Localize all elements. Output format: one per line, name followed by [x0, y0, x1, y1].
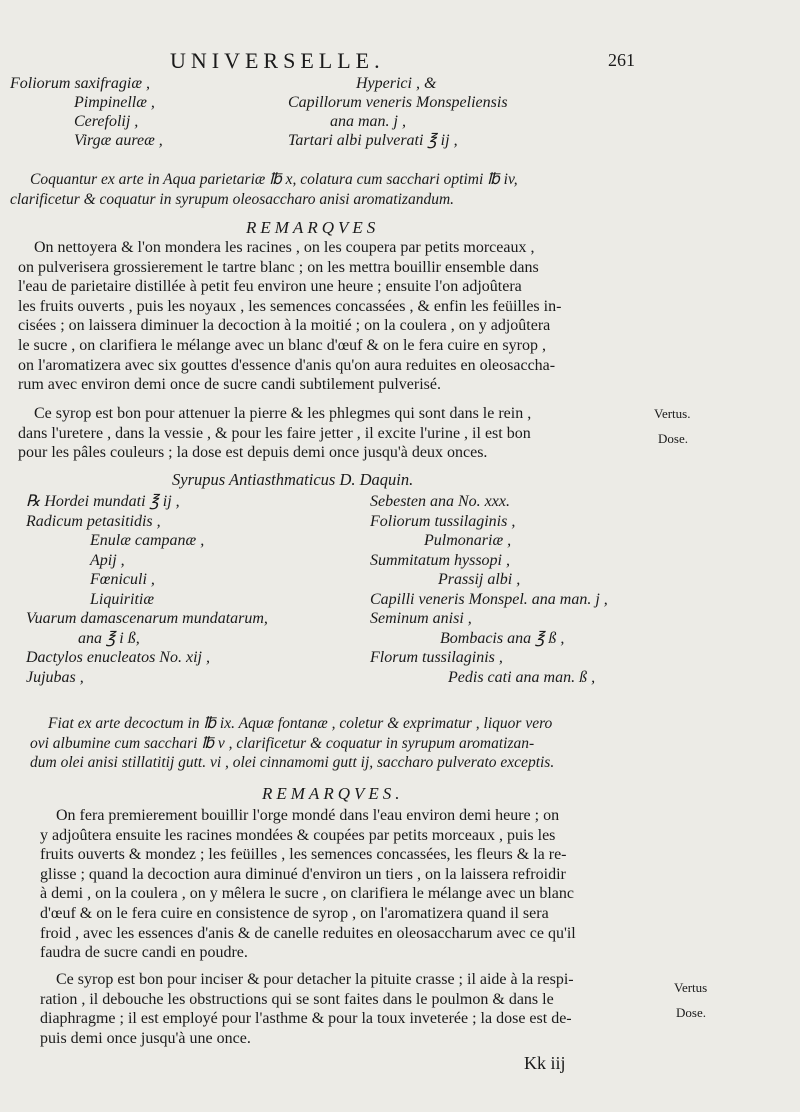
ingredient-line: Liquiritiæ	[90, 590, 155, 608]
remarques2-paragraph-2	[40, 970, 574, 1048]
margin-note-vertus: Vertus.	[654, 406, 691, 421]
ingredient-line: Capillorum veneris Monspeliensis	[288, 94, 508, 111]
ingredient-line: Pimpinellæ ,	[74, 94, 155, 111]
text-line: rum avec environ demi once de sucre candi subtilement pulverisé.	[18, 376, 441, 394]
ingredient-line: Radicum petasitidis ,	[26, 512, 161, 530]
ingredient-line: ana man. j ,	[330, 113, 406, 130]
text-line: dans l'uretere , dans la vessie , & pour les faire jetter , il excite l'urine , il est bon	[18, 424, 531, 442]
text-line: Coquantur ex arte in Aqua parietariæ ℔ x, colatura cum sacchari optimi ℔ iv,	[30, 171, 518, 188]
text-line: diaphragme ; il est employé pour l'asthme & pour la toux inveterée ; la dose est de-	[40, 1010, 572, 1028]
text-line: Ce syrop est bon pour inciser & pour detacher la pituite crasse ; il aide à la respi-	[56, 971, 574, 988]
ingredient-line: Hyperici , &	[356, 75, 437, 92]
ingredient-line: Enulæ campanæ ,	[90, 532, 205, 549]
ingredient-line: Sebesten ana No. xxx.	[370, 493, 510, 510]
ingredient-line: Florum tussilaginis ,	[370, 649, 503, 666]
margin-note	[654, 404, 690, 448]
margin-note-dose: Dose.	[676, 1005, 706, 1020]
section-heading: REMARQVES.	[262, 784, 404, 803]
text-line: ovi albumine cum sacchari ℔ v , clarificetur & coquatur in syrupum aromatizan-	[30, 734, 535, 752]
text-line: glisse ; quand la decoction aura diminué d'environ un tiers , on la laissera refroidir	[40, 865, 566, 883]
ingredient-line: Prassij albi ,	[438, 571, 521, 588]
ingredient-line: Pedis cati ana man. ß ,	[448, 668, 596, 686]
text-line: Fiat ex arte decoctum in ℔ ix. Aquæ fontanæ , coletur & exprimatur , liquor vero	[48, 715, 553, 732]
text-line: à demi , on la coulera , on y mêlera le sucre , on clarifiera le mélange avec un blanc	[40, 885, 574, 903]
text-line: Ce syrop est bon pour attenuer la pierre & les phlegmes qui sont dans le rein ,	[34, 405, 532, 422]
ingredient-line: Fœniculi ,	[90, 571, 155, 588]
ingredient-line: Virgæ aureæ ,	[74, 132, 163, 149]
text-line: l'eau de parietaire distillée à petit feu environ une heure ; ensuite l'on adjoûtera	[18, 278, 522, 296]
text-line: faudra de sucre candi en poudre.	[40, 944, 248, 962]
ingredient-line: Capilli veneris Monspel. ana man. j ,	[370, 590, 608, 608]
text-line: le sucre , on clarifiera le mélange avec un blanc d'œuf & on le fera cuire en syrop ,	[18, 336, 546, 354]
ingredient-line: Cerefolij ,	[74, 113, 139, 130]
ingredient-line: Foliorum tussilaginis ,	[370, 512, 516, 530]
recipe-title: Syrupus Antiasthmaticus D. Daquin.	[172, 470, 414, 489]
text-line: fruits ouverts & mondez ; les feüilles , les semences concassées, les fleurs & la re-	[40, 846, 567, 864]
ingredient-line: Summitatum hyssopi ,	[370, 551, 510, 569]
ingredient-line: Apij ,	[90, 551, 125, 569]
text-line: d'œuf & on le fera cuire en consistence de syrop , on l'aromatizera quand il sera	[40, 904, 549, 922]
text-line: clarificetur & coquatur in syrupum oleosaccharo anisi aromatizandum.	[10, 190, 455, 208]
ingredient-line: Foliorum saxifragiæ ,	[10, 75, 151, 92]
recipe1-right-column	[282, 74, 508, 150]
signature-mark: Kk iij	[524, 1053, 566, 1073]
text-line: puis demi once jusqu'à une once.	[40, 1029, 251, 1047]
text-line: les fruits ouverts , puis les noyaux , les semences concassées , & enfin les feüilles in-	[18, 297, 562, 315]
ingredient-line: Jujubas ,	[26, 668, 84, 686]
remarques1-paragraph-1	[18, 238, 561, 395]
ingredient-line: Dactylos enucleatos No. xij ,	[26, 649, 210, 666]
ingredient-line: Pulmonariæ ,	[424, 532, 512, 549]
text-line: dum olei anisi stillatitij gutt. vi , olei cinnamomi gutt ij, saccharo pulverato exceptis.	[30, 754, 555, 772]
page-number: 261	[608, 50, 635, 70]
text-line: On fera premierement bouillir l'orge mondé dans l'eau environ demi heure ; on	[56, 807, 560, 824]
ingredient-line: Seminum anisi ,	[370, 610, 472, 627]
remarques2-paragraph-1	[40, 806, 576, 963]
ingredient-line: Bombacis ana ℥ ß ,	[440, 629, 565, 647]
text-line: y adjoûtera ensuite les racines mondées & coupées par petits morceaux , puis les	[40, 826, 556, 844]
ingredient-line: ℞ Hordei mundati ℥ ij ,	[26, 493, 180, 510]
margin-note-vertus: Vertus	[674, 980, 708, 995]
text-line: On nettoyera & l'on mondera les racines , on les coupera par petits morceaux ,	[34, 239, 535, 256]
recipe2-directions	[30, 714, 554, 773]
text-line: cisées ; on laissera diminuer la decoction à la moitié ; on la coulera , on y adjoûtera	[18, 317, 551, 335]
margin-note-dose: Dose.	[658, 431, 688, 446]
ingredient-line: ana ℥ i ß,	[78, 629, 140, 647]
text-line: on pulverisera grossierement le tartre blanc ; on les mettra bouillir ensemble dans	[18, 258, 539, 276]
text-line: ration , il debouche les obstructions qui se sont faites dans le poulmon & dans le	[40, 990, 554, 1008]
margin-note	[674, 978, 707, 1022]
recipe2-right-column	[370, 492, 608, 687]
recipe1-directions	[10, 170, 518, 209]
ingredient-line: Vuarum damascenarum mundatarum,	[26, 610, 268, 627]
text-line: froid , avec les essences d'anis & de canelle reduites en oleosaccharum avec ce qu'il	[40, 924, 576, 942]
section-heading: REMARQVES	[246, 218, 380, 237]
text-line: on l'aromatizera avec six gouttes d'essence d'anis qu'on aura reduites en oleosaccha-	[18, 356, 556, 374]
ingredient-line: Tartari albi pulverati ℥ ij ,	[288, 132, 458, 149]
remarques1-paragraph-2	[18, 404, 531, 463]
text-line: pour les pâles couleurs ; la dose est depuis demi once jusqu'à deux onces.	[18, 444, 488, 462]
recipe2-left-column	[26, 492, 268, 687]
running-title: UNIVERSELLE.	[170, 48, 385, 73]
recipe1-left-column	[10, 74, 163, 150]
